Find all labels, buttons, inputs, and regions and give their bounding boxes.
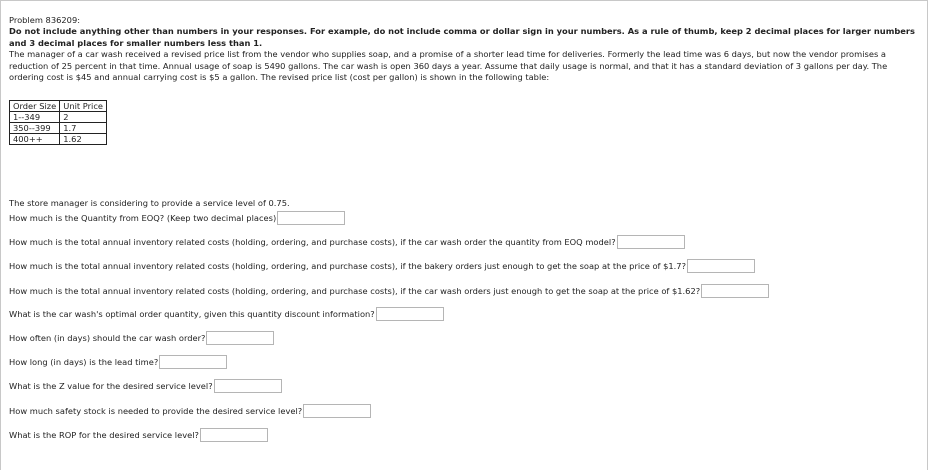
question-total-cost-1-7 <box>9 259 755 273</box>
instructions-text: Do not include anything other than numbers in your responses. For example, do not include comma or dollar sign in your numbers. As a rule of thumb, keep 2 decimal places for larger numbers and 3 decimal places for smaller numbers less than 1. <box>9 26 915 48</box>
problem-content <box>9 15 919 145</box>
answer-input-lead-time[interactable] <box>159 355 227 369</box>
answer-input-z-value[interactable] <box>214 379 282 393</box>
answer-input-eoq-quantity[interactable] <box>277 211 345 225</box>
table-header-cell: Order Size <box>10 101 60 112</box>
question-z-value <box>9 379 282 393</box>
question-safety-stock <box>9 404 371 418</box>
answer-input-rop[interactable] <box>200 428 268 442</box>
table-header-cell: Unit Price <box>60 101 107 112</box>
table-cell: 1.62 <box>60 134 107 145</box>
table-cell: 1--349 <box>10 112 60 123</box>
answer-input-order-frequency[interactable] <box>206 331 274 345</box>
question-rop <box>9 428 268 442</box>
question-label: What is the car wash's optimal order quantity, given this quantity discount information? <box>9 309 375 319</box>
problem-label: Problem 836209: <box>9 15 81 25</box>
question-lead-time <box>9 355 227 369</box>
table-cell: 400++ <box>10 134 60 145</box>
question-label: What is the ROP for the desired service level? <box>9 430 199 440</box>
scenario-text: The manager of a car wash received a revised price list from the vendor who supplies soap, and a promise of a shorter lead time for deliveries. Formerly the lead time was 6 days, but now the vendor promises a reduction of 25 percent in that time. Annual usage of soap is 5490 gallons. The car wash is open 360 days a year. Assume that daily usage is normal, and that it has a standard deviation of 3 gallons per day. The ordering cost is $45 and annual carrying cost is $5 a gallon. The revised price list (cost per gallon) is shown in the following table: <box>9 49 888 83</box>
answer-input-total-cost-eoq[interactable] <box>617 235 685 249</box>
question-optimal-quantity <box>9 307 444 321</box>
question-label: How much is the Quantity from EOQ? (Keep two decimal places) <box>9 213 277 223</box>
table-cell: 2 <box>60 112 107 123</box>
table-cell: 350--399 <box>10 123 60 134</box>
table-row <box>10 112 107 123</box>
service-level-intro: The store manager is considering to provide a service level of 0.75. <box>9 198 290 208</box>
question-label: What is the Z value for the desired service level? <box>9 381 213 391</box>
question-label: How much is the total annual inventory related costs (holding, ordering, and purchase costs), if the car wash orders just enough to get the soap at the price of $1.62? <box>9 286 701 296</box>
answer-input-total-cost-1-62[interactable] <box>701 284 769 298</box>
price-table <box>9 100 107 145</box>
question-label: How long (in days) is the lead time? <box>9 357 159 367</box>
question-label: How much is the total annual inventory related costs (holding, ordering, and purchase costs), if the car wash order the quantity from EOQ model? <box>9 237 616 247</box>
question-label: How much safety stock is needed to provide the desired service level? <box>9 406 303 416</box>
table-header-row <box>10 101 107 112</box>
answer-input-optimal-quantity[interactable] <box>376 307 444 321</box>
question-order-frequency <box>9 331 274 345</box>
question-total-cost-eoq <box>9 235 685 249</box>
table-row <box>10 123 107 134</box>
question-eoq-quantity <box>9 211 345 225</box>
question-label: How often (in days) should the car wash order? <box>9 333 206 343</box>
table-cell: 1.7 <box>60 123 107 134</box>
answer-input-safety-stock[interactable] <box>303 404 371 418</box>
table-row <box>10 134 107 145</box>
answer-input-total-cost-1-7[interactable] <box>687 259 755 273</box>
question-total-cost-1-62 <box>9 284 769 298</box>
question-label: How much is the total annual inventory related costs (holding, ordering, and purchase costs), if the bakery orders just enough to get the soap at the price of $1.7? <box>9 261 686 271</box>
